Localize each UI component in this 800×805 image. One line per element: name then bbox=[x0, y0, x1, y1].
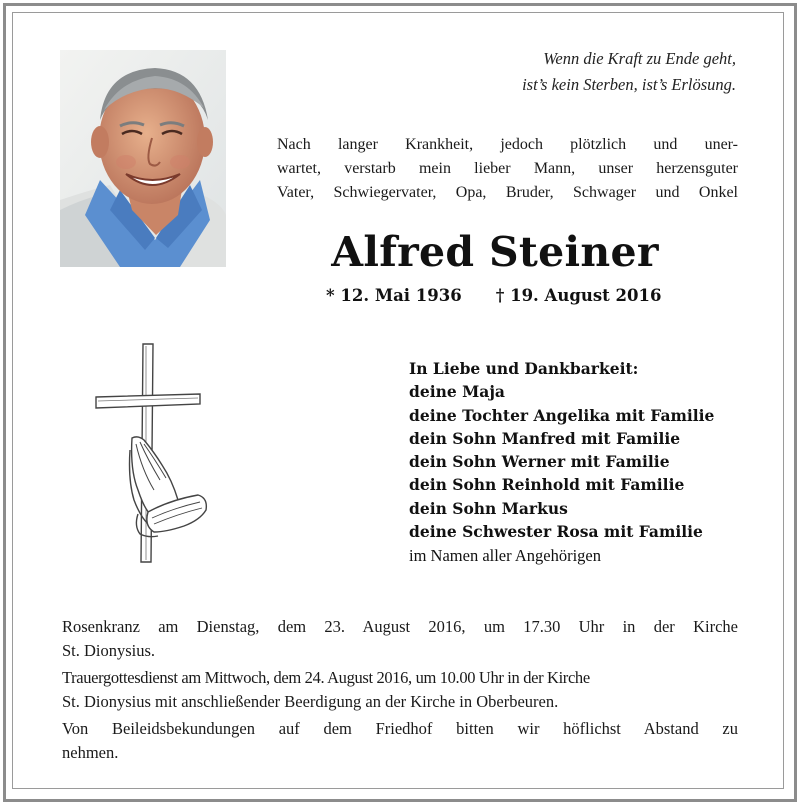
intro-line-1: Nach langer Krankheit, jedoch plötzlich und uner- bbox=[277, 136, 738, 153]
motto-line-2: ist’s kein Sterben, ist’s Erlösung. bbox=[522, 75, 736, 94]
mourner-name: deine Tochter Angelika mit Familie bbox=[409, 405, 715, 425]
condolence-notice bbox=[62, 717, 738, 764]
cross-with-praying-hands-icon bbox=[88, 340, 218, 565]
mourners-heading: In Liebe und Dankbarkeit: bbox=[409, 359, 639, 378]
intro-text bbox=[277, 133, 738, 205]
mourner-name: deine Maja bbox=[409, 382, 505, 402]
rosary-notice bbox=[62, 615, 738, 662]
intro-line-2: wartet, verstarb mein lieber Mann, unser herzensguter bbox=[277, 160, 738, 177]
mourners-list bbox=[409, 357, 714, 568]
deceased-name: Alfred Steiner bbox=[331, 228, 659, 276]
death-date: † 19. August 2016 bbox=[495, 286, 662, 305]
mourners-closing: im Namen aller Angehörigen bbox=[409, 546, 601, 566]
life-dates bbox=[326, 286, 661, 305]
motto-line-1: Wenn die Kraft zu Ende geht, bbox=[543, 49, 736, 68]
condolence-line-2: nehmen. bbox=[62, 742, 119, 762]
service-notices bbox=[62, 615, 738, 768]
intro-line-3: Vater, Schwiegervater, Opa, Bruder, Schwager und Onkel bbox=[277, 184, 738, 201]
birth-date: * 12. Mai 1936 bbox=[326, 286, 462, 305]
motto bbox=[416, 46, 736, 98]
mourner-name: dein Sohn Manfred mit Familie bbox=[409, 428, 681, 448]
funeral-notice bbox=[62, 666, 738, 713]
mourner-name: dein Sohn Markus bbox=[409, 498, 568, 518]
mourner-name: deine Schwester Rosa mit Familie bbox=[409, 522, 703, 542]
condolence-line-1: Von Beileidsbekundungen auf dem Friedhof bitten wir höflichst Abstand zu bbox=[62, 719, 738, 738]
funeral-line-2: St. Dionysius mit anschließender Beerdigung an der Kirche in Oberbeuren. bbox=[62, 691, 559, 711]
rosary-line-2: St. Dionysius. bbox=[62, 640, 156, 660]
mourner-name: dein Sohn Reinhold mit Familie bbox=[409, 475, 685, 495]
mourner-name: dein Sohn Werner mit Familie bbox=[409, 452, 670, 472]
funeral-line-1: Trauergottesdienst am Mittwoch, dem 24. August 2016, um 10.00 Uhr in der Kirche bbox=[62, 668, 590, 687]
rosary-line-1: Rosenkranz am Dienstag, dem 23. August 2016, um 17.30 Uhr in der Kirche bbox=[62, 617, 738, 636]
